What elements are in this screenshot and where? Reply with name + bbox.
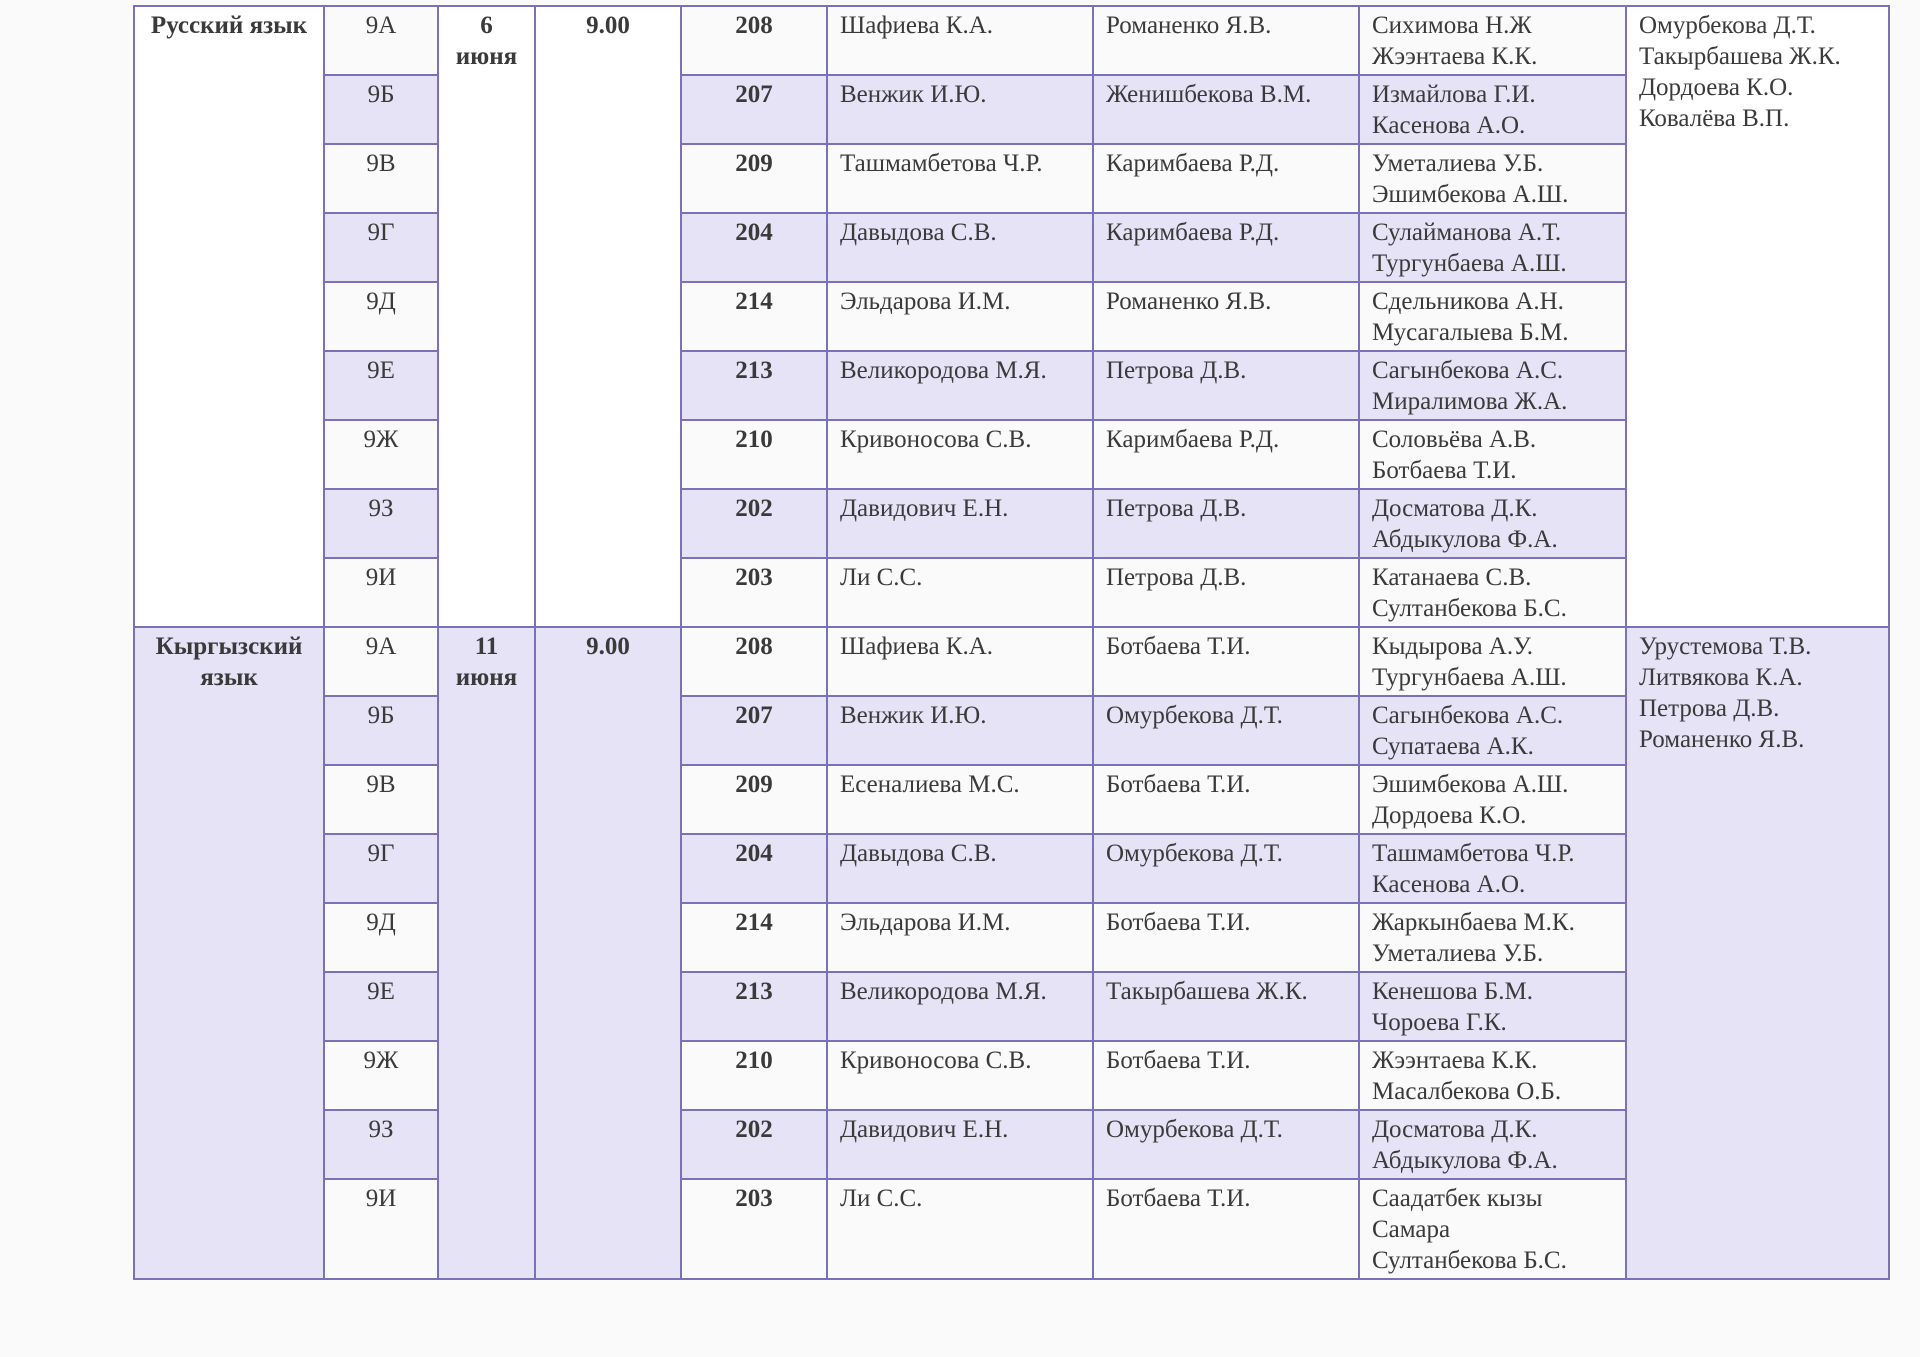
exam-schedule-body [134,6,1889,1279]
assistants-cell: Сдельникова А.Н. Мусагалыева Б.М. [1359,282,1626,351]
time-cell: 9.00 [535,627,681,1279]
teacher-cell: Венжик И.Ю. [827,696,1093,765]
class-cell: 9Ж [324,1041,438,1110]
table-row [134,489,1889,558]
room-cell: 213 [681,972,827,1041]
examiner-cell: Ботбаева Т.И. [1093,1179,1359,1279]
table-row [134,213,1889,282]
room-cell: 214 [681,282,827,351]
table-row [134,1179,1889,1279]
class-cell: 9И [324,558,438,627]
examiner-cell: Романенко Я.В. [1093,282,1359,351]
assistants-cell: Соловьёва А.В. Ботбаева Т.И. [1359,420,1626,489]
class-cell: 9В [324,144,438,213]
class-cell: 9Б [324,75,438,144]
exam-schedule-table [133,5,1890,1280]
examiner-cell: Петрова Д.В. [1093,558,1359,627]
class-cell: 9Е [324,351,438,420]
date-cell: 11 июня [438,627,535,1279]
teacher-cell: Эльдарова И.М. [827,282,1093,351]
room-cell: 210 [681,1041,827,1110]
examiner-cell: Ботбаева Т.И. [1093,627,1359,696]
assistants-cell: Катанаева С.В. Султанбекова Б.С. [1359,558,1626,627]
teacher-cell: Кривоносова С.В. [827,420,1093,489]
room-cell: 213 [681,351,827,420]
examiner-cell: Петрова Д.В. [1093,351,1359,420]
table-row [134,627,1889,696]
commission-cell: Омурбекова Д.Т. Такырбашева Ж.К. Дордоева К.О. Ковалёва В.П. [1626,6,1889,627]
room-cell: 214 [681,903,827,972]
subject-cell: Русский язык [134,6,324,627]
table-row [134,351,1889,420]
date-cell: 6 июня [438,6,535,627]
subject-cell: Кыргызский язык [134,627,324,1279]
teacher-cell: Ташмамбетова Ч.Р. [827,144,1093,213]
assistants-cell: Кыдырова А.У. Тургунбаева А.Ш. [1359,627,1626,696]
class-cell: 9И [324,1179,438,1279]
teacher-cell: Великородова М.Я. [827,351,1093,420]
examiner-cell: Омурбекова Д.Т. [1093,834,1359,903]
teacher-cell: Есеналиева М.С. [827,765,1093,834]
room-cell: 207 [681,696,827,765]
teacher-cell: Ли С.С. [827,1179,1093,1279]
class-cell: 9В [324,765,438,834]
examiner-cell: Каримбаева Р.Д. [1093,420,1359,489]
class-cell: 9З [324,1110,438,1179]
teacher-cell: Великородова М.Я. [827,972,1093,1041]
table-row [134,1110,1889,1179]
assistants-cell: Сулайманова А.Т. Тургунбаева А.Ш. [1359,213,1626,282]
assistants-cell: Уметалиева У.Б. Эшимбекова А.Ш. [1359,144,1626,213]
teacher-cell: Ли С.С. [827,558,1093,627]
room-cell: 202 [681,1110,827,1179]
examiner-cell: Каримбаева Р.Д. [1093,213,1359,282]
assistants-cell: Эшимбекова А.Ш. Дордоева К.О. [1359,765,1626,834]
table-row [134,1041,1889,1110]
examiner-cell: Петрова Д.В. [1093,489,1359,558]
room-cell: 203 [681,1179,827,1279]
assistants-cell: Досматова Д.К. Абдыкулова Ф.А. [1359,1110,1626,1179]
examiner-cell: Каримбаева Р.Д. [1093,144,1359,213]
teacher-cell: Венжик И.Ю. [827,75,1093,144]
room-cell: 208 [681,6,827,75]
table-row [134,903,1889,972]
class-cell: 9Г [324,213,438,282]
commission-cell: Урустемова Т.В. Литвякова К.А. Петрова Д.В. Романенко Я.В. [1626,627,1889,1279]
examiner-cell: Ботбаева Т.И. [1093,765,1359,834]
teacher-cell: Давыдова С.В. [827,834,1093,903]
class-cell: 9Д [324,282,438,351]
examiner-cell: Такырбашева Ж.К. [1093,972,1359,1041]
class-cell: 9Б [324,696,438,765]
room-cell: 204 [681,213,827,282]
table-row [134,972,1889,1041]
room-cell: 209 [681,144,827,213]
class-cell: 9Д [324,903,438,972]
table-row [134,558,1889,627]
class-cell: 9З [324,489,438,558]
assistants-cell: Жээнтаева К.К. Масалбекова О.Б. [1359,1041,1626,1110]
teacher-cell: Шафиева К.А. [827,6,1093,75]
room-cell: 202 [681,489,827,558]
assistants-cell: Сагынбекова А.С. Супатаева А.К. [1359,696,1626,765]
class-cell: 9А [324,6,438,75]
table-row [134,834,1889,903]
teacher-cell: Давыдова С.В. [827,213,1093,282]
teacher-cell: Давидович Е.Н. [827,489,1093,558]
time-cell: 9.00 [535,6,681,627]
examiner-cell: Романенко Я.В. [1093,6,1359,75]
room-cell: 208 [681,627,827,696]
examiner-cell: Омурбекова Д.Т. [1093,696,1359,765]
assistants-cell: Ташмамбетова Ч.Р. Касенова А.О. [1359,834,1626,903]
room-cell: 209 [681,765,827,834]
room-cell: 204 [681,834,827,903]
table-row [134,420,1889,489]
table-row [134,75,1889,144]
teacher-cell: Кривоносова С.В. [827,1041,1093,1110]
examiner-cell: Ботбаева Т.И. [1093,903,1359,972]
table-row [134,282,1889,351]
room-cell: 210 [681,420,827,489]
examiner-cell: Омурбекова Д.Т. [1093,1110,1359,1179]
assistants-cell: Сихимова Н.Ж Жээнтаева К.К. [1359,6,1626,75]
teacher-cell: Шафиева К.А. [827,627,1093,696]
class-cell: 9Г [324,834,438,903]
table-row [134,696,1889,765]
table-row [134,144,1889,213]
examiner-cell: Женишбекова В.М. [1093,75,1359,144]
class-cell: 9А [324,627,438,696]
assistants-cell: Саадатбек кызы Самара Султанбекова Б.С. [1359,1179,1626,1279]
assistants-cell: Измайлова Г.И. Касенова А.О. [1359,75,1626,144]
class-cell: 9Ж [324,420,438,489]
teacher-cell: Эльдарова И.М. [827,903,1093,972]
table-row [134,765,1889,834]
assistants-cell: Сагынбекова А.С. Миралимова Ж.А. [1359,351,1626,420]
assistants-cell: Досматова Д.К. Абдыкулова Ф.А. [1359,489,1626,558]
room-cell: 203 [681,558,827,627]
examiner-cell: Ботбаева Т.И. [1093,1041,1359,1110]
class-cell: 9Е [324,972,438,1041]
assistants-cell: Кенешова Б.М. Чороева Г.К. [1359,972,1626,1041]
teacher-cell: Давидович Е.Н. [827,1110,1093,1179]
room-cell: 207 [681,75,827,144]
table-row [134,6,1889,75]
assistants-cell: Жаркынбаева М.К. Уметалиева У.Б. [1359,903,1626,972]
